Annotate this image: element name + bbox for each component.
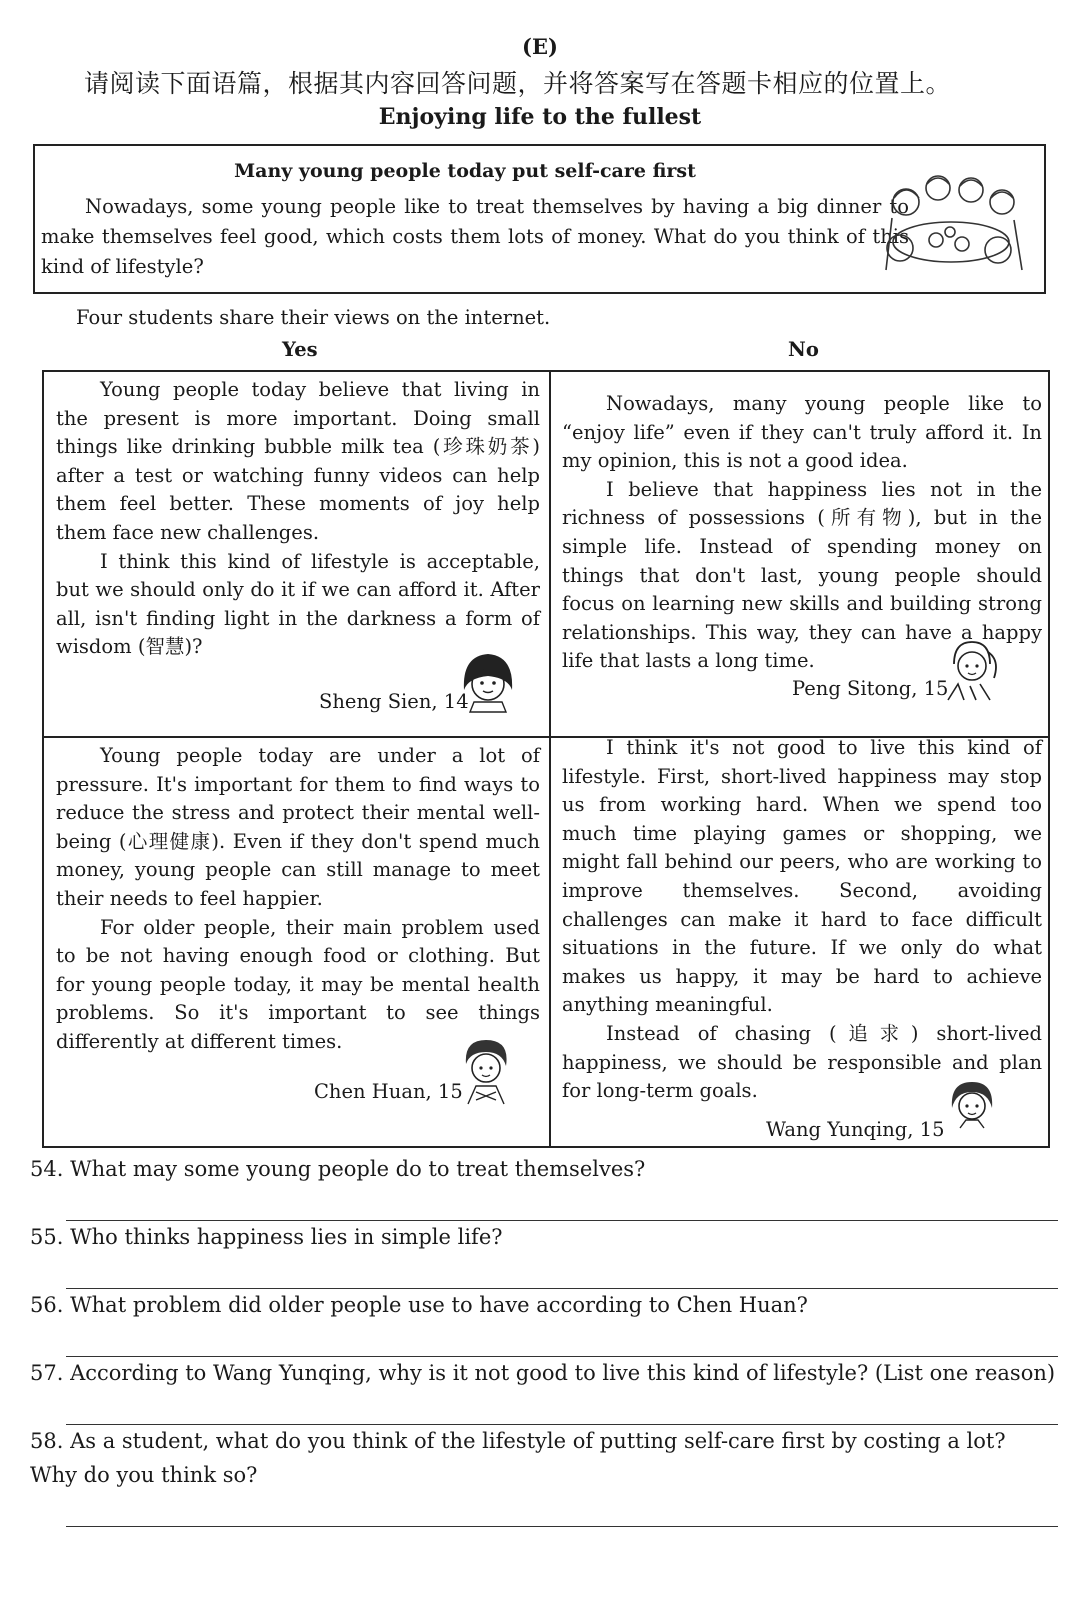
topic-heading: Many young people today put self-care first [234, 160, 696, 182]
question-55: 55. Who thinks happiness lies in simple life? [30, 1225, 503, 1249]
intro-line: Four students share their views on the internet. [76, 306, 551, 329]
girl-curly-avatar-icon [456, 1034, 516, 1106]
girl-avatar-icon [458, 650, 518, 714]
girl-short-hair-avatar-icon [946, 1078, 998, 1130]
signature-wang-yunqing: Wang Yunqing, 15 [766, 1118, 945, 1141]
signature-sheng-sien: Sheng Sien, 14 [319, 690, 469, 713]
question-57: 57. According to Wang Yunqing, why is it not good to live this kind of lifestyle? (List one reason) [30, 1361, 1056, 1385]
answer-line-58[interactable] [66, 1526, 1058, 1527]
view-paragraph: I think this kind of lifestyle is acceptable, but we should only do it if we can afford it. After all, isn't finding light in the darkness a form of wisdom (智慧)? [56, 549, 540, 659]
view-wang-yunqing [562, 734, 1042, 1106]
question-54: 54. What may some young people do to treat themselves? [30, 1157, 646, 1181]
view-chen-huan [56, 742, 540, 1057]
dinner-party-illustration [876, 160, 1026, 280]
passage-title: Enjoying life to the fullest [378, 104, 702, 130]
view-paragraph: For older people, their main problem used to be not having enough food or clothing. But for young people today, it may be mental health problems. So it's important to see things differently at different times. [56, 915, 540, 1053]
view-paragraph: I think it's not good to live this kind of lifestyle. First, short-lived happiness may stop us from working hard. When we spend too much time playing games or shopping, we might fall behind our peers, who are working to improve themselves. Second, avoiding challenges can make it hard to face difficult situations in the future. If we only do what makes us happy, it may be hard to achieve anything meaningful. [562, 736, 1042, 1017]
instruction: 请阅读下面语篇，根据其内容回答问题，并将答案写在答题卡相应的位置上。 [84, 69, 952, 98]
views-grid [42, 370, 1050, 1148]
view-paragraph: Instead of chasing (追求) short-lived happiness, we should be responsible and plan for long-term goals. [562, 1021, 1042, 1103]
question-56: 56. What problem did older people use to have according to Chen Huan? [30, 1293, 808, 1317]
view-paragraph: Nowadays, many young people like to “enjoy life” even if they can't truly afford it. In my opinion, this is not a good idea. [562, 392, 1042, 473]
view-paragraph: I believe that happiness lies not in the richness of possessions (所有物), but in the simple life. Instead of spending money on things that don't last, young people should focus on learning new skills and building strong relationships. This way, they can have a happy life that lasts a long time. [562, 477, 1042, 673]
view-paragraph: Young people today believe that living in the present is more important. Doing small things like drinking bubble milk tea (珍珠奶茶) after a test or watching funny videos can help them feel better. These moments of joy help them face new challenges. [56, 378, 540, 544]
column-label-no: No [788, 338, 819, 361]
column-label-yes: Yes [282, 338, 318, 361]
signature-peng-sitong: Peng Sitong, 15 [792, 677, 949, 700]
topic-box [33, 144, 1046, 294]
section-label: (E) [522, 34, 558, 59]
view-paragraph: Young people today are under a lot of pressure. It's important for them to find ways to reduce the stress and protect their mental well-being (心理健康). Even if they don't spend much money, young people can still manage to meet their needs to feel happier. [56, 744, 540, 910]
topic-text: Nowadays, some young people like to treat themselves by having a big dinner to make themselves feel good, which costs them lots of money. What do you think of this kind of lifestyle? [41, 195, 909, 278]
question-58: 58. As a student, what do you think of the lifestyle of putting self-care first by costing a lot? Why do you think so? [30, 1429, 1006, 1487]
view-sheng-sien [56, 376, 540, 662]
signature-chen-huan: Chen Huan, 15 [314, 1080, 463, 1103]
girl-ponytail-avatar-icon [940, 634, 1000, 702]
